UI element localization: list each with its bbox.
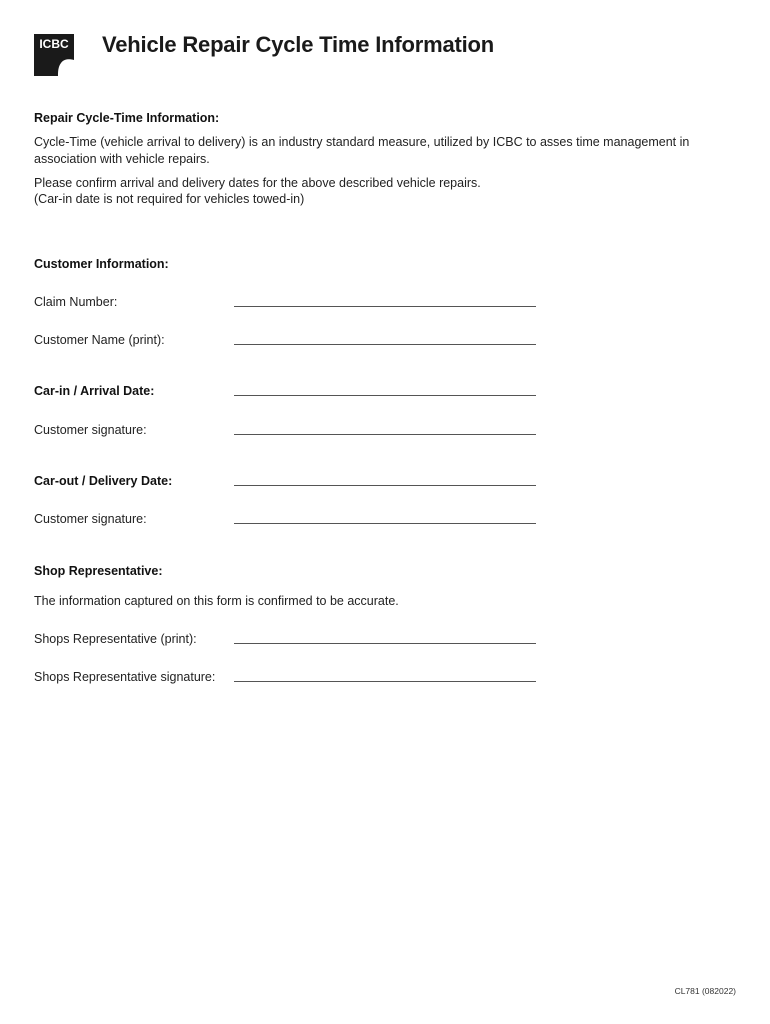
shop-rep-confirmation: The information captured on this form is confirmed to be accurate. — [34, 594, 399, 608]
arrival-date-field[interactable] — [234, 395, 536, 396]
shop-rep-signature-field[interactable] — [234, 681, 536, 682]
logo-text: ICBC — [39, 37, 69, 51]
icbc-logo-mark — [34, 34, 74, 76]
arrival-signature-field[interactable] — [234, 434, 536, 435]
delivery-signature-label: Customer signature: — [34, 512, 147, 526]
shop-rep-print-label: Shops Representative (print): — [34, 632, 197, 646]
page-title: Vehicle Repair Cycle Time Information — [102, 32, 494, 57]
shop-rep-heading: Shop Representative: — [34, 564, 163, 578]
customer-name-label: Customer Name (print): — [34, 333, 165, 347]
arrival-date-label: Car-in / Arrival Date: — [34, 384, 155, 398]
claim-number-field[interactable] — [234, 306, 536, 307]
icbc-logo — [34, 34, 74, 76]
delivery-date-label: Car-out / Delivery Date: — [34, 474, 173, 488]
delivery-signature-field[interactable] — [234, 523, 536, 524]
customer-info-heading: Customer Information: — [34, 257, 169, 271]
delivery-date-field[interactable] — [234, 485, 536, 486]
towed-in-note: (Car-in date is not required for vehicles towed-in) — [34, 192, 305, 206]
repair-info-paragraph: Cycle-Time (vehicle arrival to delivery) is an industry standard measure, utilized by ICBC to asses time management in association with vehicle repairs. — [34, 135, 690, 166]
customer-name-field[interactable] — [234, 344, 536, 345]
confirm-dates-text: Please confirm arrival and delivery dates for the above described vehicle repairs. — [34, 176, 481, 190]
form-code: CL781 (082022) — [674, 986, 736, 996]
shop-rep-print-field[interactable] — [234, 643, 536, 644]
repair-info-heading: Repair Cycle-Time Information: — [34, 111, 220, 125]
shop-rep-signature-label: Shops Representative signature: — [34, 670, 216, 684]
arrival-signature-label: Customer signature: — [34, 423, 147, 437]
claim-number-label: Claim Number: — [34, 295, 118, 309]
